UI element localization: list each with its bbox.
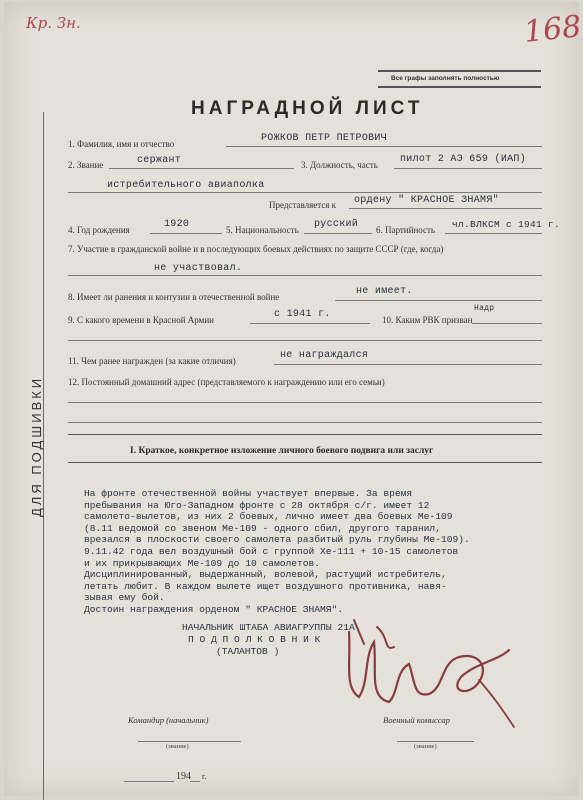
rvk-line: [472, 323, 542, 324]
rvk-value: Надр: [474, 304, 495, 313]
party-line: [445, 233, 542, 234]
signer-title: НАЧАЛЬНИК ШТАБА АВИАГРУППЫ 21А: [182, 622, 355, 633]
address-line-1: [68, 402, 542, 403]
name-line: [226, 146, 542, 147]
wounds-line: [335, 300, 542, 301]
archive-mark: Кр. Зн.: [26, 14, 81, 32]
side-caption: ДЛЯ ПОДШИВКИ: [29, 375, 44, 517]
position-value: пилот 2 АЭ 659 (ИАП): [400, 154, 527, 165]
rvk-label: 10. Каким РВК призван: [382, 315, 473, 325]
rank-line: [109, 168, 294, 169]
blank-line-1: [68, 340, 542, 341]
narrative-line: 9.11.42 года вел воздушный бой с группой Хе-111 + 10-15 самолетов: [84, 545, 459, 557]
wounds-value: не имеет.: [356, 286, 413, 297]
narrative-line: пребывания на Юго-Западном фронте с 28 октября с/г. имеет 12: [84, 499, 430, 511]
commander-label: Командир (начальник): [128, 715, 209, 725]
nominated-line: [349, 208, 542, 209]
signer-rank: П О Д П О Л К О В Н И К: [188, 634, 321, 645]
war-line: [68, 275, 542, 276]
position-value-line2: истребительного авиаполка: [107, 180, 265, 191]
awards-label: 11. Чем ранее награжден (за какие отличия): [68, 356, 236, 366]
narrative-block: [84, 488, 470, 616]
awards-line: [274, 364, 542, 365]
war-value: не участвовал.: [154, 263, 243, 274]
nationality-line: [304, 233, 372, 234]
narrative-line: (8.11 ведомой со звеном Ме-109 - одного сбил, другого таранил,: [84, 522, 441, 534]
awards-value: не награждался: [280, 350, 369, 361]
commissar-rank-caption: (звание): [414, 743, 437, 750]
section-rule-top: [68, 434, 542, 435]
party-value: чл.ВЛКСМ с 1941 г.: [452, 219, 561, 230]
nationality-label: 5. Национальность: [226, 225, 299, 235]
commander-rank-caption: (звание): [166, 743, 189, 750]
nationality-value: русский: [314, 219, 359, 230]
narrative-line: Достоин награждения орденом " КРАСНОЕ ЗНАМЯ".: [84, 603, 344, 615]
commander-rank-line: [138, 741, 241, 742]
address-line-2: [68, 422, 542, 423]
nominated-value: ордену " КРАСНОЕ ЗНАМЯ": [354, 195, 499, 206]
date-year-prefix: 194: [176, 771, 191, 782]
header-rule-top: [378, 70, 541, 72]
date-line-1: [124, 781, 174, 782]
narrative-line: На фронте отечественной войны участвует впервые. За время: [84, 488, 413, 499]
commissar-rank-line: [397, 741, 474, 742]
name-label: 1. Фамилия, имя и отчество: [68, 139, 175, 149]
address-label: 12. Постоянный домашний адрес (представляемого к награждению или его семьи): [68, 377, 385, 387]
army-value: с 1941 г.: [274, 309, 331, 320]
narrative-line: врезался в плоскости своего самолета разбитый руль глубины Ме-109).: [84, 534, 470, 546]
header-note: Все графы заполнять полностью: [391, 75, 500, 82]
name-value: РОЖКОВ ПЕТР ПЕТРОВИЧ: [261, 133, 388, 144]
narrative-line: самолето-вылетов, из них 2 боевых, лично имеет два боевых Ме-109: [84, 511, 453, 523]
position-line: [394, 168, 542, 169]
rank-label: 2. Звание: [68, 160, 104, 170]
header-rule-bottom: [378, 86, 541, 88]
award-sheet: [4, 2, 583, 796]
wounds-label: 8. Имеет ли ранения и контузии в отечественной войне: [68, 292, 280, 302]
narrative-line: и их прикрывающих Ме-109 до 10 самолетов.: [84, 557, 321, 569]
rank-value: сержант: [137, 155, 182, 166]
position-label: 3. Должность, часть: [301, 160, 378, 170]
narrative-line: летать любит. В каждом вылете ищет воздушного противника, навя-: [84, 580, 447, 592]
commissar-label: Военный комиссар: [383, 715, 450, 725]
signer-name: (ТАЛАНТОВ ): [216, 646, 280, 657]
war-label: 7. Участие в гражданской войне и в последующих боевых действиях по защите СССР (где, когда): [68, 244, 444, 254]
section-rule-bottom: [68, 462, 542, 463]
page-number: 168: [522, 9, 583, 50]
page-title: НАГРАДНОЙ ЛИСТ: [191, 98, 424, 119]
army-label: 9. С какого времени в Красной Армии: [68, 315, 214, 325]
birth-value: 1920: [164, 219, 190, 230]
signature-scribble: [329, 602, 529, 732]
party-label: 6. Партийность: [376, 225, 436, 235]
army-line: [250, 323, 370, 324]
section-title: I. Краткое, конкретное изложение личного боевого подвига или заслуг: [130, 446, 434, 456]
narrative-line: зывая ему бой.: [84, 592, 165, 604]
narrative-line: Дисциплинированный, выдержанный, волевой, растущий истребитель,: [84, 569, 447, 581]
date-year-suffix: г.: [202, 772, 207, 781]
nominated-label: Представляется к: [269, 200, 337, 210]
birth-line: [150, 233, 222, 234]
position-line-2: [68, 192, 542, 193]
date-line-2: [190, 781, 200, 782]
birth-label: 4. Год рождения: [68, 225, 130, 235]
